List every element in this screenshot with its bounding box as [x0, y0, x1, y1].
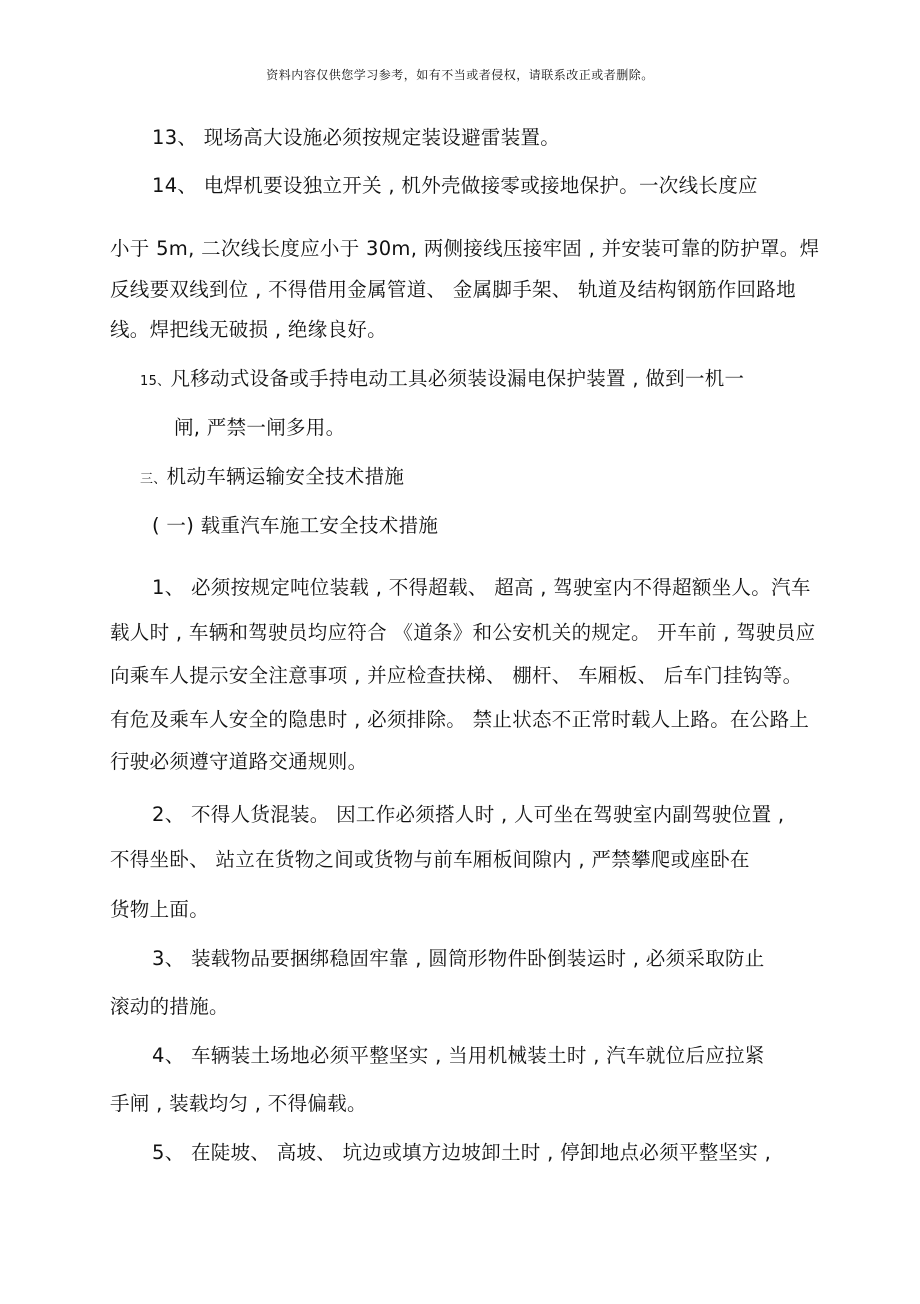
section-number: 三、: [140, 472, 167, 487]
paragraph-line: 货物上面。: [110, 898, 210, 921]
section-heading: [140, 465, 404, 492]
paragraph-line: 闸, 严禁一闸多用。: [174, 416, 346, 439]
paragraph-line: 滚动的措施。: [110, 995, 229, 1018]
paragraph-line: 载人时 , 车辆和驾驶员均应符合 《道条》和公安机关的规定。 开车前 , 驾驶员应: [110, 621, 816, 644]
paragraph-line: [140, 367, 744, 394]
paragraph-line: 13、 现场高大设施必须按规定装设避雷装置。: [152, 126, 561, 149]
item-number: 15、: [140, 374, 171, 389]
header-note: 资料内容仅供您学习参考，如有不当或者侵权，请联系改正或者删除。: [266, 68, 654, 82]
paragraph-line: 反线要双线到位 , 不得借用金属管道、 金属脚手架、 轨道及结构钢筋作回路地: [110, 278, 796, 301]
paragraph-line: 不得坐卧、 站立在货物之间或货物与前车厢板间隙内 , 严禁攀爬或座卧在: [110, 848, 750, 871]
paragraph-line: 手闸 , 装载均匀 , 不得偏载。: [110, 1092, 367, 1115]
paragraph-line: 向乘车人提示安全注意事项 , 并应检查扶梯、 棚杆、 车厢板、 后车门挂钩等。: [110, 664, 803, 687]
paragraph-line: 3、 装载物品要捆绑稳固牢靠 , 圆筒形物件卧倒装运时 , 必须采取防止: [152, 947, 765, 970]
subsection-heading: ( 一) 载重汽车施工安全技术措施: [152, 514, 439, 537]
paragraph-line: 4、 车辆装土场地必须平整坚实 , 当用机械装土时 , 汽车就位后应拉紧: [152, 1044, 765, 1067]
paragraph-line: 线。焊把线无破损 , 绝缘良好。: [110, 318, 387, 341]
paragraph-line: 有危及乘车人安全的隐患时 , 必须排除。 禁止状态不正常时载人上路。在公路上: [110, 708, 810, 731]
paragraph-line: 行驶必须遵守道路交通规则。: [110, 750, 368, 773]
section-title: 机动车辆运输安全技术措施: [166, 465, 405, 488]
paragraph-line: 小于 5m, 二次线长度应小于 30m, 两侧接线压接牢固 , 并安装可靠的防护罩。焊: [110, 237, 820, 260]
paragraph-line: 14、 电焊机要设独立开关 , 机外壳做接零或接地保护。一次线长度应: [152, 174, 758, 197]
paragraph-line: 1、 必须按规定吨位装载 , 不得超载、 超高 , 驾驶室内不得超额坐人。汽车: [152, 576, 811, 599]
paragraph-line: 2、 不得人货混装。 因工作必须搭人时 , 人可坐在驾驶室内副驾驶位置 ,: [152, 803, 785, 826]
item-text: 凡移动式设备或手持电动工具必须装设漏电保护装置 , 做到一机一: [170, 367, 745, 390]
paragraph-line: 5、 在陡坡、 高坡、 坑边或填方边坡卸土时 , 停卸地点必须平整坚实 ,: [152, 1141, 772, 1164]
